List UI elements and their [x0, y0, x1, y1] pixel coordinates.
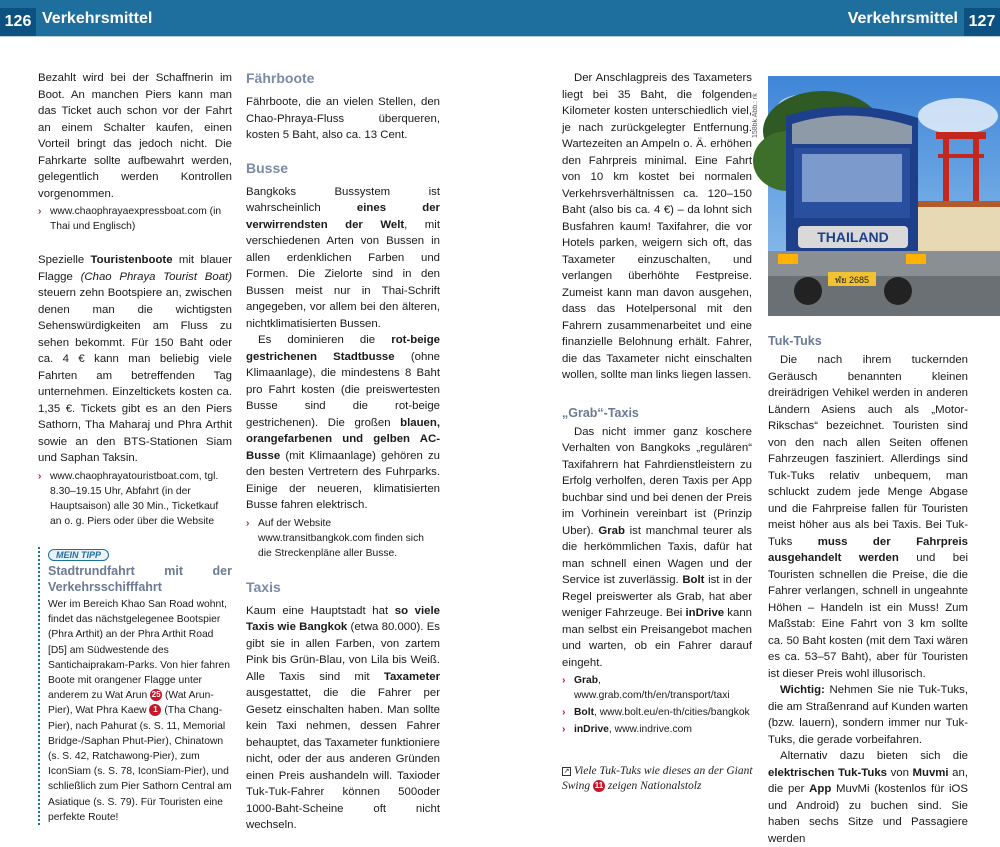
link-item[interactable]: › www.chaophrayatouristboat.com, tgl. 8.30–19.15 Uhr, Abfahrt (in der Hauptsaison) alle 30 Min., Ticketkauf an o. g. Piers oder über die Website	[38, 470, 219, 527]
section-heading: Busse	[246, 159, 289, 176]
page-number-left: 126	[0, 8, 36, 36]
tip-box	[38, 547, 232, 826]
paragraph: Bangkoks Bussystem ist wahrscheinlich eines der verwirrendsten der Welt, mit verschiedenen Arten von Bussen in allen erdenklichen Farben und Formen. Die Zielorte sind in den Bussen meist nur in Thai-Schrift angegeben, vor allem bei den älteren, nichtklimatisierten Bussen.	[246, 185, 440, 330]
paragraph: Das nicht immer ganz koschere Verhalten von Bangkoks „regulären“ Taxifahrern hat Fahrdienstleistern zu Erfolg verholfen, deren Taxis per App buchbar sind und bei denen der Preis im Vorhinein vereinbart ist (Prinzip Uber). Grab ist manchmal teurer als die herkömmlichen Taxis, dafür hat man schnell einen Wagen und der Service ist zuverlässig. Bolt ist in der Regel preiswerter als Grab, hat aber weniger Fahrzeuge. Bei inDrive kann man selbst ein Preisangebot machen und warten, ob ein Fahrer darauf eingeht.	[562, 425, 752, 669]
paragraph: Fährboote, die an vielen Stellen, den Chao-Phraya-Fluss überqueren, kosten 5 Baht, also ca. 13 Cent.	[246, 96, 440, 141]
paragraph: Bezahlt wird bei der Schaffnerin im Boot. An manchen Piers kann man das Ticket auch schon vor der Fahrt an einem Schalter kaufen, einen Vorteil bringt das jedoch nicht. Die Fahrkarte sollte aufbewahrt werden, gelegentlich werden Kontrollen vorgenommen.	[38, 72, 232, 200]
paragraph: Die nach ihrem tuckernden Geräusch benannten kleinen dreirädrigen Vehikel werden in anderen Ländern Asiens auch als „Motor-Rikschas“ bezeichnet. Touristen sind von den nach allen Seiten offenen Fahrzeugen fasziniert. Allerdings sind Tuk-Tuks relativ unbequem, man schluckt zudem jede Menge Abgase und die Fahrpreise fallen für Touristen meist höher aus als bei Taxis. Bei Tuk-Tuks muss der Fahrpreis ausgehandelt werden und bei Touristen schnellen die Preise, die die Fahrer verlangen, schnell in ungeahnte Höhen – Handeln ist ein Muss! Zum Maßstab: Eine Fahrt von 3 km sollte ca. 50 Baht kosten (mit dem Taxi wären es ca. 53–57 Baht), aber für Touristen ist dieser Preis wohl illusorisch.	[768, 354, 968, 680]
link-item[interactable]: › Auf der Website www.transitbangkok.com finden sich die Streckenpläne aller Busse.	[246, 517, 424, 559]
section-heading: Fährboote	[246, 70, 315, 86]
arrow-icon: ›	[246, 517, 250, 529]
paragraph: Es dominieren die rot-beige gestrichenen Stadtbusse (ohne Klimaanlage), die mindestens 8 Baht pro Fahrt kosten (die preiswertesten Busse sind die rot-beige gestrichenen). Die großen blauen, orangefarbenen und gelben AC-Busse (mit Klimaanlage) gehören zu den besten Vertretern des Fuhrparks. Einige der neueren, klimatisierten Busse fahren elektrisch.	[246, 334, 440, 511]
column-1	[38, 70, 232, 825]
license-plate: ฬย 2685	[835, 275, 869, 285]
tip-title: Stadtrundfahrt mit der Verkehrsschifffahrt	[48, 564, 232, 594]
tuk-tuk-photo	[768, 76, 1000, 316]
photo-credit: 158bk Abb.: rk	[752, 93, 759, 138]
header-title-right: Verkehrsmittel	[847, 10, 958, 27]
caption-arrow-icon: ↗	[563, 767, 570, 775]
paragraph: Wichtig: Nehmen Sie nie Tuk-Tuks, die am Straßenrand auf Kunden warten (bzw. lauern), sondern immer nur Tuk-Tuks, die gerade vorbeifahren.	[768, 684, 968, 746]
section-heading: Taxis	[246, 578, 281, 595]
tip-badge: MEIN TIPP	[48, 549, 109, 561]
column-3	[562, 70, 752, 739]
tip-body: Wer im Bereich Khao San Road wohnt, findet das nächstgelegenee Bootspier (Phra Arthit) an der Phra Arthit Road [D5] am Südwestende des Santichaiprakam-Parks. Von hier fahren Boote mit orangener Flagge unter anderem zu Wat Arun 25 (Wat Arun-Pier), Wat Phra Kaew 1 (Tha Chang-Pier), nach Pahurat (s. S. 11, Memorial Bridge-/Saphan Phut-Pier), Chinatown (s. S. 42, Ratchawong-Pier), zum IconSiam (s. S. 78, IconSiam-Pier), und schließlich zum Pier Sathorn Central am Asiatique (s. S. 79). Für Touristen eine perfekte Route!	[48, 599, 232, 823]
link-item[interactable]: › www.chaophrayaexpressboat.com (in Thai und Englisch)	[38, 206, 222, 232]
link-item[interactable]: › Bolt, www.bolt.eu/en-th/cities/bangkok	[562, 707, 750, 718]
photo-caption: ↗ Viele Tuk-Tuks wie dieses an der Giant Swing 11 zeigen Nationalstolz	[562, 765, 753, 792]
subsection-heading: Tuk-Tuks	[768, 334, 822, 348]
tuk-tuk-plate-text: THAILAND	[817, 229, 889, 245]
location-badge: 25	[151, 690, 161, 700]
link-item[interactable]: › inDrive, www.indrive.com	[562, 724, 692, 735]
arrow-icon: ›	[562, 724, 566, 735]
arrow-icon: ›	[562, 707, 566, 718]
subsection-heading: „Grab“-Taxis	[562, 405, 639, 420]
location-badge: 11	[594, 781, 604, 790]
page-number-right: 127	[964, 8, 1000, 36]
paragraph: Spezielle Touristenboote mit blauer Flagge (Chao Phraya Tourist Boat) steuern zehn Bootspiere an, zwischen denen man die wichtigsten Sehenswürdigkeiten am Fluss zu sehen bekommt. Für 150 Baht oder ca. 4 € kann man beliebig viele Fahrten am betreffenden Tag unternehmen. Einzeltickets kosten ca. 1,35 €. Tickets gibt es an den Piers Sathorn, Tha Maharaj und Phra Arthit sowie an den BTS-Stationen Siam und Saphan Taksin.	[38, 254, 232, 464]
column-2	[246, 70, 440, 834]
header-title-left: Verkehrsmittel	[42, 10, 153, 27]
arrow-icon: ›	[562, 675, 566, 686]
paragraph: Alternativ dazu bieten sich die elektrischen Tuk-Tuks von Muvmi an, die per App MuvMi (kostenlos für iOS und Android) zu buchen sind. Sie haben sechs Sitze und Passagiere werden	[768, 750, 968, 845]
paragraph: Der Anschlagpreis des Taxameters liegt bei 35 Baht, die folgenden Kilometer kosten unterschiedlich viel, je nach zurückgelegter Entfernung. Wartezeiten an Ampeln o. Ä. erhöhen den Fahrpreis minimal. Eine Fahrt von 10 km kostet bei normalen Verkehrsverhältnissen ca. 120–150 Baht (also bis ca. 4 €) – da lohnt sich Busfahren kaum! Taxifahrer, die vor Hotels parken, weigern sich oft, das Taxameter einzuschalten, und verlangen überhöhte Festpreise. Zumeist kann man davon ausgehen, dass das Hotelpersonal mit den Fahrern zusammenarbeitet und eine finanzielle Belohnung erhält. Fahrer, die das Taxameter nicht einschalten wollen, sollte man links liegen lassen.	[562, 72, 752, 381]
paragraph: Kaum eine Hauptstadt hat so viele Taxis wie Bangkok (etwa 80.000). Es gibt sie in allen Farben, von zartem Pink bis Grün-Blau, von Lila bis Weiß. Alle Taxis sind mit Taxameter ausgestattet, die die Fahrer per Gesetz einschalten haben. Man sollte kein Taxi nehmen, dessen Fahrer behauptet, das Taxameter funktioniere nicht, oder der aus anderen Gründen einen Preis aushandeln will. Taxioder Tuk-Tuk-Fahrer können 500oder 1000-Baht-Scheine oft nicht wechseln.	[246, 604, 441, 831]
column-4	[768, 328, 968, 847]
arrow-icon: ›	[38, 470, 42, 482]
location-badge: 1	[149, 704, 161, 716]
link-item[interactable]: › Grab, www.grab.com/th/en/transport/taxi	[562, 675, 730, 701]
arrow-icon: ›	[38, 206, 42, 217]
